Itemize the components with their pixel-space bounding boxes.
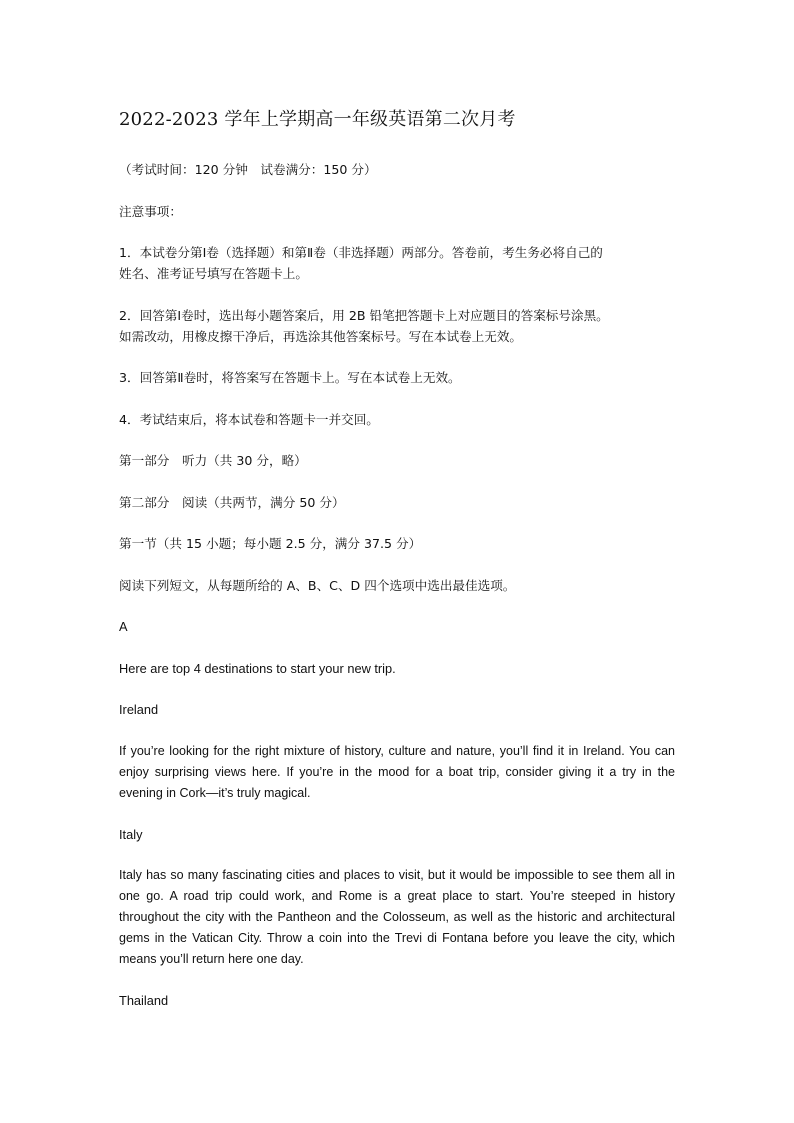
note-4: 4．考试结束后，将本试卷和答题卡一并交回。	[119, 412, 379, 427]
reading-instruction: 阅读下列短文，从每题所给的 A、B、C、D 四个选项中选出最佳选项。	[119, 578, 516, 593]
section-1-heading: 第一节（共 15 小题；每小题 2.5 分，满分 37.5 分）	[119, 536, 422, 551]
note-1-line-2: 姓名、准考证号填写在答题卡上。	[119, 266, 308, 281]
italy-heading: Italy	[119, 827, 143, 842]
passage-intro: Here are top 4 destinations to start your new trip.	[119, 661, 396, 676]
thailand-heading: Thailand	[119, 993, 169, 1008]
exam-title: 2022-2023 学年上学期高一年级英语第二次月考	[119, 109, 516, 130]
note-1-line-1: 1．本试卷分第Ⅰ卷（选择题）和第Ⅱ卷（非选择题）两部分。答卷前，考生务必将自己的	[119, 245, 603, 260]
notes-heading: 注意事项：	[119, 204, 182, 219]
ireland-heading: Ireland	[119, 702, 159, 717]
passage-letter: A	[119, 619, 128, 634]
note-2-line-1: 2．回答第Ⅰ卷时，选出每小题答案后，用 2B 铅笔把答题卡上对应题目的答案标号涂黑。	[119, 308, 609, 323]
ireland-paragraph: If you’re looking for the right mixture of history, culture and nature, you’ll find it in Ireland. You can enjoy surprising views here. If you’re in the mood for a boat trip, consider giving it a try in the evening in Cork—it’s truly magical.	[119, 744, 675, 800]
exam-info: （考试时间：120 分钟 试卷满分：150 分）	[119, 162, 377, 177]
part-1-heading: 第一部分 听力（共 30 分，略）	[119, 453, 307, 468]
note-3: 3．回答第Ⅱ卷时，将答案写在答题卡上。写在本试卷上无效。	[119, 370, 461, 385]
note-2-line-2: 如需改动，用橡皮擦干净后，再选涂其他答案标号。写在本试卷上无效。	[119, 329, 522, 344]
italy-paragraph: Italy has so many fascinating cities and places to visit, but it would be impossible to see them all in one go. A road trip could work, and Rome is a great place to start. You’re steeped in history throughout the city with the Pantheon and the Colosseum, as well as the historic and architectural gems in the Vatican City. Throw a coin into the Trevi di Fontana before you leave the city, which means you’ll return here one day.	[119, 868, 675, 966]
part-2-heading: 第二部分 阅读（共两节，满分 50 分）	[119, 495, 345, 510]
